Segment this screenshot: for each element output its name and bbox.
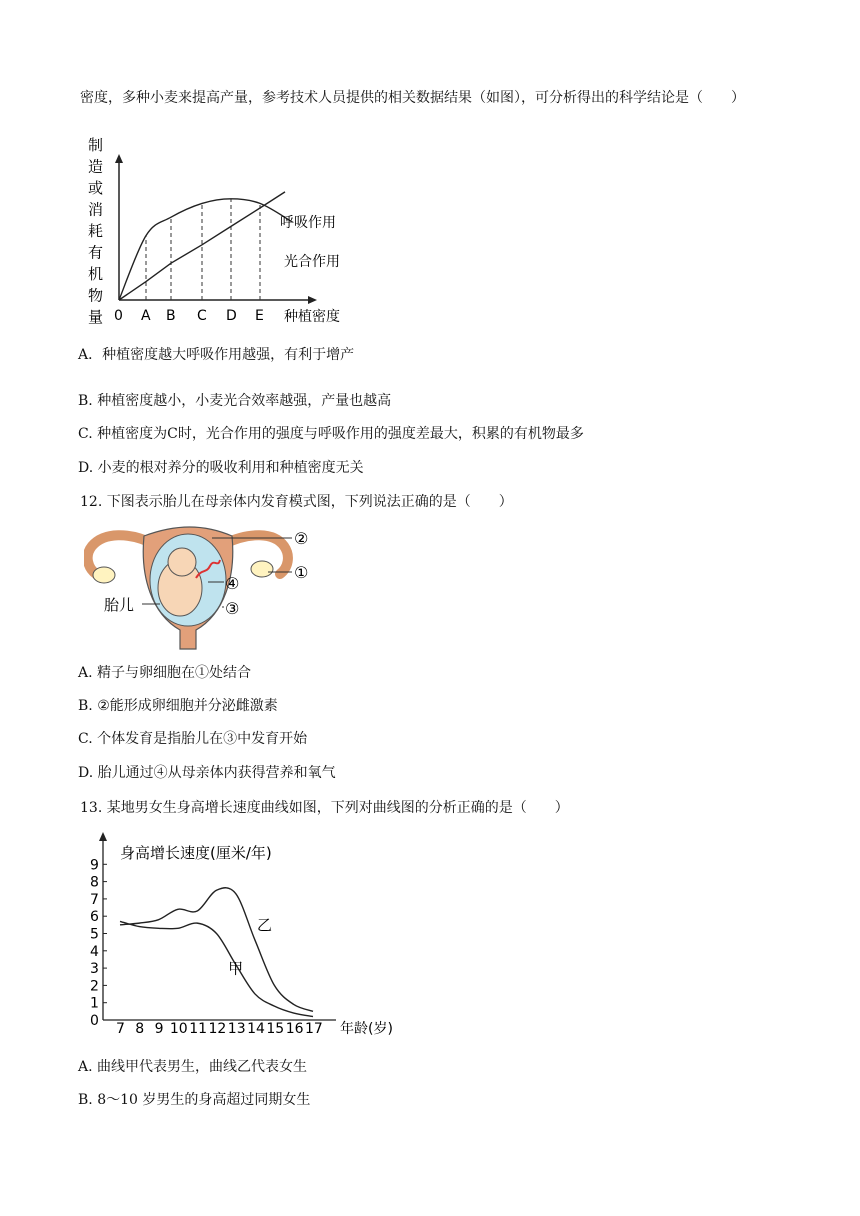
- q11-option-a: A．种植密度越大呼吸作用越强，有利于增产: [78, 347, 355, 363]
- q13-series-yi: [120, 888, 313, 1012]
- q13-x-tick: 7: [116, 1021, 125, 1037]
- q11-x-tick: D: [226, 308, 237, 324]
- q13-y-tick: 1: [90, 995, 99, 1012]
- fetus-head: [168, 548, 196, 576]
- q12-stem: 12. 下图表示胎儿在母亲体内发育模式图，下列说法正确的是（ ）: [80, 494, 513, 510]
- q13-y-tick: 8: [90, 874, 99, 891]
- q13-series-label-yi: 乙: [257, 916, 273, 935]
- q13-title: 身高增长速度(厘米/年): [120, 844, 272, 862]
- q13-y-tick: 9: [90, 857, 99, 874]
- q11-x-tick: A: [141, 308, 151, 324]
- marker-1: ①: [294, 563, 309, 582]
- q13-y-tick: 0: [90, 1013, 99, 1029]
- q11-x-tick: 0: [114, 308, 123, 324]
- q11-y-label-char: 消: [88, 200, 104, 219]
- q12-option-a: A. 精子与卵细胞在①处结合: [78, 665, 252, 681]
- q13-y-tick: 7: [90, 891, 99, 908]
- q13-option-a: A. 曲线甲代表男生，曲线乙代表女生: [78, 1059, 308, 1075]
- q11-option-b: B. 种植密度越小，小麦光合效率越强，产量也越高: [78, 393, 392, 409]
- q13-series-jia: [120, 921, 313, 1016]
- ovary-left: [93, 567, 115, 583]
- marker-2: ②: [294, 529, 309, 548]
- q11-chart: [80, 130, 370, 330]
- q13-x-tick: 15: [266, 1021, 285, 1037]
- q11-option-d: D. 小麦的根对养分的吸收利用和种植密度无关: [78, 460, 364, 476]
- q11-series-label-resp: 呼吸作用: [280, 215, 336, 231]
- q13-x-tick: 9: [154, 1021, 164, 1037]
- uterus-diagram: [84, 522, 324, 654]
- q11-x-tick: B: [166, 308, 176, 324]
- q11-y-label-char: 制: [88, 136, 104, 154]
- q12-option-b: B. ②能形成卵细胞并分泌雌激素: [78, 698, 278, 714]
- q13-chart: [84, 826, 414, 1044]
- q13-option-b: B. 8～10 岁男生的身高超过同期女生: [78, 1092, 311, 1108]
- q11-intro: 密度，多种小麦来提高产量，参考技术人员提供的相关数据结果（如图），可分析得出的科学结论是（ ）: [80, 90, 745, 106]
- q13-x-tick: 16: [285, 1021, 304, 1037]
- q13-x-tick: 10: [169, 1021, 188, 1037]
- q13-x-tick: 13: [227, 1021, 246, 1037]
- q11-y-label-char: 造: [88, 157, 104, 176]
- q13-y-tick: 3: [90, 961, 99, 978]
- q11-option-c: C. 种植密度为C时，光合作用的强度与呼吸作用的强度差最大，积累的有机物最多: [78, 426, 584, 442]
- q13-x-tick: 14: [247, 1021, 265, 1037]
- q11-series-photosynthesis: [119, 199, 292, 300]
- q13-x-tick: 8: [135, 1021, 145, 1037]
- q11-y-label-char: 耗: [88, 222, 104, 240]
- q11-y-label-char: 机: [88, 265, 104, 283]
- marker-4: ④: [225, 574, 240, 593]
- q11-y-label-char: 量: [88, 308, 104, 326]
- q12-option-d: D. 胎儿通过④从母亲体内获得营养和氧气: [78, 765, 336, 781]
- q13-series-label-jia: 甲: [228, 959, 244, 978]
- q13-y-tick: 6: [90, 909, 99, 926]
- q11-y-label: [88, 136, 103, 326]
- q13-x-tick: 17: [305, 1021, 323, 1037]
- q13-y-tick: 2: [90, 978, 99, 995]
- q11-x-tick: C: [197, 308, 207, 324]
- ovary-right: [251, 561, 273, 577]
- q11-series-label-photo: 光合作用: [284, 254, 340, 270]
- q12-option-c: C. 个体发育是指胎儿在③中发育开始: [78, 731, 308, 747]
- q11-x-label: 种植密度: [284, 309, 340, 325]
- q13-stem: 13. 某地男女生身高增长速度曲线如图，下列对曲线图的分析正确的是（ ）: [80, 800, 569, 816]
- q13-x-tick: 12: [208, 1021, 227, 1037]
- fetus-label: 胎儿: [104, 596, 135, 614]
- q13-x-label: 年龄(岁): [340, 1021, 393, 1037]
- q11-y-label-char: 有: [88, 243, 104, 262]
- q13-x-tick: 11: [189, 1021, 208, 1037]
- q11-x-tick: E: [255, 308, 264, 324]
- marker-3: ③: [225, 599, 240, 618]
- q11-y-label-char: 或: [88, 179, 104, 197]
- q11-y-label-char: 物: [88, 286, 104, 305]
- q13-y-tick: 4: [90, 943, 99, 960]
- q13-y-tick: 5: [90, 926, 99, 943]
